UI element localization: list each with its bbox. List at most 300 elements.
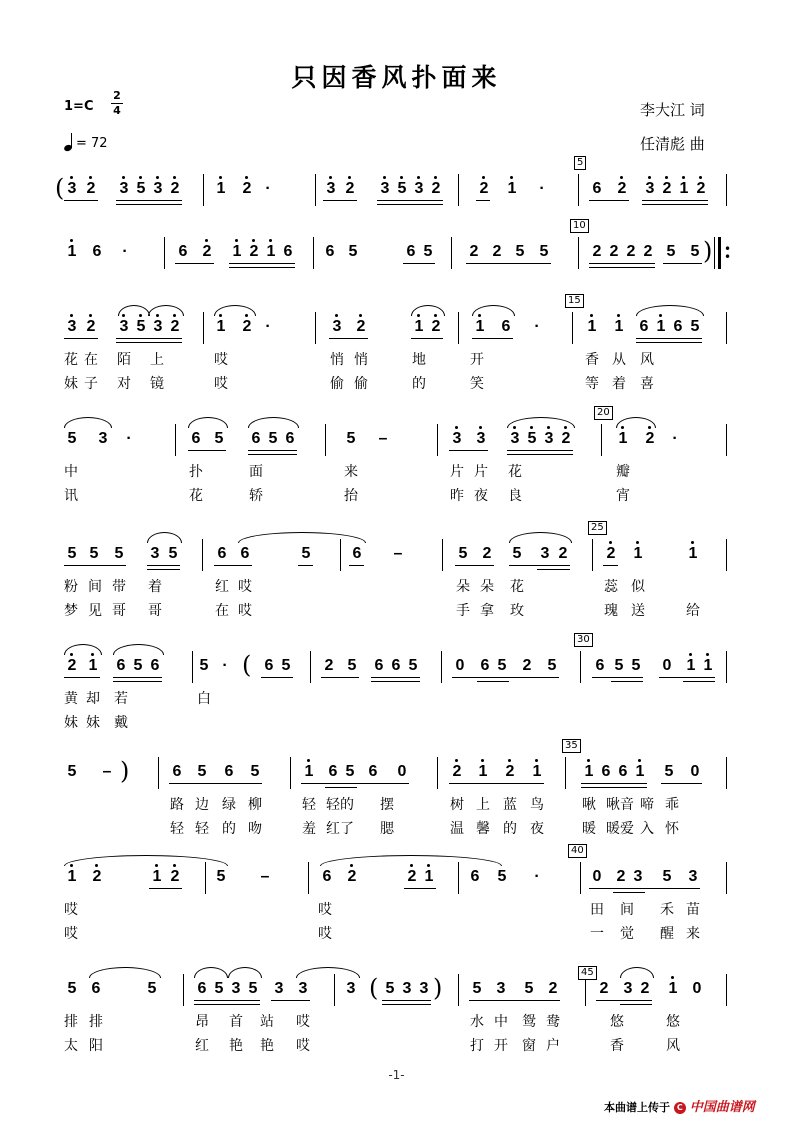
note: 5 [301,545,311,562]
beam-line [261,677,293,678]
note: 5 [214,430,224,447]
note: 6 [116,657,126,674]
lyric-verse-2: 对 [117,376,131,392]
barline [592,539,593,571]
beam-line [149,888,182,889]
beam-line [589,200,629,201]
lyric-verse-2: 来 [686,926,700,942]
lyric-verse-2: 哎 [238,603,252,619]
lyric-verse-2: 轿 [249,488,263,504]
beam-line [642,204,708,205]
upload-footer [604,1096,755,1115]
note: 2 [240,180,254,198]
barline [340,539,341,571]
lyric-verse-2: 艳 [229,1038,243,1054]
note: 6 [240,545,250,562]
note: – [378,430,388,447]
note: 5 [199,657,209,674]
note: 2 [84,318,98,336]
note: 5 [690,243,700,260]
lyric-verse-1: 路 [170,797,184,813]
beam-line [642,200,708,201]
slur-mark [248,417,299,428]
lyric-verse-1: 轻的 [326,797,354,813]
note: 0 [690,763,700,780]
slur-mark [89,967,161,978]
lyric-verse-2: 在 [215,603,229,619]
note: 6 [251,430,261,447]
lyric-verse-1: 面 [249,464,263,480]
beam-line [661,783,702,784]
barline [726,174,727,206]
beam-line [64,565,126,566]
barline [580,862,581,894]
note: 5 [348,243,358,260]
note: 2 [599,980,609,997]
lyric-verse-1: 间 [620,902,634,918]
lyric-verse-1: 蕊 [604,579,618,595]
note: 6 [325,243,335,260]
measure-number: 15 [565,294,584,308]
lyric-verse-2: 哎 [214,376,228,392]
barline [164,237,165,269]
lyric-verse-2: 瑰 [604,603,618,619]
lyric-verse-2: 哎 [318,926,332,942]
note: 0 [397,763,407,780]
note: 5 [134,180,148,198]
footer-text: 本曲谱上传于 [604,1101,670,1114]
song-title: 只因香风扑面来 [291,63,502,92]
note: 6 [601,763,611,780]
note: 6 [639,318,649,335]
beam-line [476,200,490,201]
note: 5 [515,243,525,260]
lyric-verse-1: 却 [86,691,100,707]
note: 6 [673,318,683,335]
beam-line [382,1000,431,1001]
lyric-verse-2: 红了 [326,821,354,837]
beam-line [589,888,700,889]
slur-mark [620,967,654,978]
beam-line [371,681,420,682]
barline [192,651,193,683]
lyric-verse-1: 粉 [64,579,78,595]
lyric-verse-2: 阳 [89,1038,103,1054]
measure-number: 10 [570,219,589,233]
barline [726,539,727,571]
note: 6 [480,657,490,674]
lyric-verse-1: 似 [631,579,645,595]
note: 3 [274,980,284,997]
slur-mark [472,305,515,316]
note: · [539,180,545,197]
paren-mark: ( [55,174,65,202]
slur-mark [507,417,575,428]
note: 5 [395,180,409,198]
note: 1 [612,318,626,336]
note: 1 [412,318,426,336]
note: – [260,868,270,885]
lyric-verse-2: 轻 [170,821,184,837]
note: 2 [84,180,98,198]
note: 1 [65,243,79,261]
lyric-verse-2: 镜 [150,376,164,392]
note: 6 [368,763,378,780]
note: 5 [458,545,468,562]
note: 3 [330,318,344,336]
lyric-verse-1: 树 [450,797,464,813]
note: 5 [512,545,522,562]
beam-line [452,677,559,678]
note: 2 [592,243,602,260]
note: 3 [633,868,643,885]
note: 1 [631,545,645,563]
note: 5 [114,545,124,562]
note: 1 [684,657,698,675]
note: 5 [539,243,549,260]
beam-line [636,338,702,339]
lyricist-credit: 李大江 词 [640,101,705,119]
lyric-verse-2: 轻 [195,821,209,837]
lyric-verse-2: 见 [88,603,102,619]
lyric-verse-2: 的 [222,821,236,837]
barline [458,974,459,1006]
note: 5 [268,430,278,447]
lyric-verse-2: 送 [631,603,645,619]
slur-mark [188,417,228,428]
barline [458,174,459,206]
lyric-verse-1: 乖 [665,797,679,813]
note: 3 [324,180,338,198]
note: 5 [345,763,355,780]
lyric-verse-1: 啼 [640,797,654,813]
lyric-verse-1: 边 [195,797,209,813]
barline [202,539,203,571]
measure-number: 25 [588,521,607,535]
lyric-verse-1: 上 [150,352,164,368]
note: 5 [67,763,77,780]
barline [315,312,316,344]
note: 1 [86,657,100,675]
note: 5 [524,980,534,997]
note: · [672,430,678,447]
slur-mark [64,855,228,866]
beam-line [449,450,488,451]
beam-line [507,454,573,455]
beam-line [589,263,655,264]
lyric-verse-1: 哎 [64,902,78,918]
lyric-verse-2: 觉 [620,926,634,942]
note: 6 [283,243,293,260]
note: 5 [281,657,291,674]
beam-line [537,569,570,570]
beam-line [194,1000,260,1001]
beam-line [613,892,645,893]
note: 6 [322,868,332,885]
lyric-verse-2: 馨 [476,821,490,837]
lyric-verse-1: 风 [640,352,654,368]
note: 6 [374,657,384,674]
beam-line [404,888,436,889]
beam-line [382,1004,431,1005]
note: 6 [191,430,201,447]
beam-line [113,677,162,678]
beam-line [229,267,295,268]
beam-line [64,677,100,678]
slur-mark [194,967,228,978]
lyric-verse-1: 红 [215,579,229,595]
note: 3 [65,318,79,336]
note: 1 [582,763,596,781]
note: – [393,545,403,562]
beam-line [301,783,409,784]
barline [726,974,727,1006]
lyric-verse-1: 花 [64,352,78,368]
measure-number: 20 [594,406,613,420]
lyric-verse-1: 鸟 [530,797,544,813]
lyric-verse-1: 轻 [302,797,316,813]
beam-line [113,681,162,682]
note: 2 [90,868,104,886]
note: 6 [172,763,182,780]
lyric-verse-2: 吻 [248,821,262,837]
note: · [126,430,132,447]
note: 1 [677,180,691,198]
beam-line [323,200,357,201]
lyric-verse-2: 暖爱 [606,821,634,837]
beam-line [581,787,647,788]
note: 5 [662,868,672,885]
lyric-verse-2: 红 [195,1038,209,1054]
beam-line [592,677,643,678]
note: 2 [405,868,419,886]
beam-line [477,681,509,682]
beam-line [466,263,551,264]
lyric-verse-2: 的 [503,821,517,837]
lyric-verse-1: 站 [260,1014,274,1030]
composer-credit: 任清彪 曲 [640,135,705,153]
note: 2 [522,657,532,674]
note: 5 [347,657,357,674]
note: 1 [585,318,599,336]
barline [175,424,176,456]
beam-line [377,204,443,205]
note: 2 [168,868,182,886]
lyric-verse-2: 喜 [640,376,654,392]
lyric-verse-2: 偷 [354,376,368,392]
slur-mark [320,855,502,866]
note: 3 [412,180,426,198]
note: 5 [497,868,507,885]
lyric-verse-1: 蓝 [503,797,517,813]
note: 6 [328,763,338,780]
slur-mark [509,532,572,543]
beam-line [116,342,182,343]
lyric-verse-1: 哎 [296,1014,310,1030]
beam-line [175,263,214,264]
page-number: -1- [388,1068,405,1082]
measure-number: 45 [578,966,597,980]
note: 3 [419,980,429,997]
lyric-verse-1: 朵 [456,579,470,595]
slur-mark [228,967,262,978]
note: 2 [168,180,182,198]
lyric-verse-1: 排 [64,1014,78,1030]
lyric-verse-2: 太 [64,1038,78,1054]
note: 3 [151,318,165,336]
barline [565,757,566,789]
barline [578,237,579,269]
note: 3 [474,430,488,448]
note: 0 [455,657,465,674]
lyric-verse-2: 怀 [665,821,679,837]
paren-mark: ( [369,974,379,1002]
lyric-verse-2: 打 [470,1038,484,1054]
beam-line [507,450,573,451]
note: 1 [264,243,278,261]
note: 5 [666,243,676,260]
beam-line [169,783,262,784]
note: 5 [631,657,641,674]
note: 5 [147,980,157,997]
repeat-barline-thick [718,237,721,269]
lyric-verse-2: 哥 [112,603,126,619]
beam-line [509,565,570,566]
beam-line [611,681,643,682]
note: 1 [686,545,700,563]
note: 5 [89,545,99,562]
beam-line [229,263,295,264]
note: 5 [385,980,395,997]
barline [441,651,442,683]
note: 1 [302,763,316,781]
beam-line [325,787,357,788]
time-signature-top: 2 [113,89,121,102]
lyric-verse-1: 若 [114,691,128,707]
note: 6 [92,243,102,260]
lyric-verse-2: 夜 [530,821,544,837]
note: 3 [151,180,165,198]
barline [726,862,727,894]
note: 2 [354,318,368,336]
tempo-marking [64,133,108,151]
note: 6 [224,763,234,780]
note: 3 [298,980,308,997]
measure-number: 40 [568,844,587,858]
paren-mark: ) [433,974,443,1002]
note: 2 [429,318,443,336]
slur-mark [118,305,150,316]
note: 5 [133,657,143,674]
beam-line [116,338,182,339]
lyric-verse-1: 悠 [610,1014,624,1030]
note: 3 [65,180,79,198]
note: 5 [67,430,77,447]
lyric-verse-1: 排 [89,1014,103,1030]
lyric-verse-2: 入 [640,821,654,837]
note: 6 [595,657,605,674]
lyric-verse-1: 间 [88,579,102,595]
lyric-verse-2: 抬 [344,488,358,504]
note: 3 [643,180,657,198]
lyric-verse-2: 偷 [330,376,344,392]
slur-mark [214,305,256,316]
lyric-verse-1: 地 [412,352,426,368]
note: · [265,318,271,335]
note: 0 [692,980,702,997]
note: 2 [503,763,517,781]
note: 2 [660,180,674,198]
note: 2 [604,545,618,563]
lyric-verse-2: 花 [189,488,203,504]
note: 3 [542,430,556,448]
note: 5 [346,430,356,447]
lyric-verse-1: 片 [450,464,464,480]
lyric-verse-1: 鸯 [546,1014,560,1030]
note: 6 [150,657,160,674]
lyric-verse-1: 哎 [238,579,252,595]
lyric-verse-2: 腮 [380,821,394,837]
lyric-verse-1: 水 [470,1014,484,1030]
lyric-verse-1: 扑 [189,464,203,480]
barline [437,757,438,789]
lyric-verse-2: 的 [412,376,426,392]
barline [334,974,335,1006]
repeat-barline [714,237,715,269]
beam-line [449,783,544,784]
note: 2 [694,180,708,198]
note: 1 [473,318,487,336]
lyric-verse-2: 昨 [450,488,464,504]
note: 6 [501,318,511,335]
note: 3 [117,318,131,336]
note: 1 [505,180,519,198]
measure-number: 35 [562,739,581,753]
note: 1 [422,868,436,886]
lyric-verse-1: 来 [344,464,358,480]
lyric-verse-2: 良 [508,488,522,504]
note: 1 [530,763,544,781]
beam-line [147,565,180,566]
lyric-verse-2: 妹 [64,376,78,392]
lyric-verse-1: 片 [474,464,488,480]
note: 3 [378,180,392,198]
beam-line [411,338,443,339]
note: 5 [214,980,224,997]
note: 6 [618,763,628,780]
slur-mark [113,644,164,655]
key-signature: 1=C [64,99,94,114]
lyric-verse-2: 着 [612,376,626,392]
note: 3 [117,180,131,198]
note: 1 [476,763,490,781]
lyric-verse-2: 温 [450,821,464,837]
measure-number: 30 [574,633,593,647]
lyric-verse-1: 绿 [222,797,236,813]
lyric-verse-2: 妹 [86,715,100,731]
note: 1 [150,868,164,886]
slur-mark [64,417,112,428]
note: 5 [547,657,557,674]
note: 2 [200,243,214,261]
barline [601,424,602,456]
lyric-verse-2: 讯 [64,488,78,504]
time-signature-bottom: 4 [113,104,121,117]
note: 1 [214,180,228,198]
beam-line [455,565,494,566]
beam-line [659,677,715,678]
paren-mark: ( [242,651,252,679]
